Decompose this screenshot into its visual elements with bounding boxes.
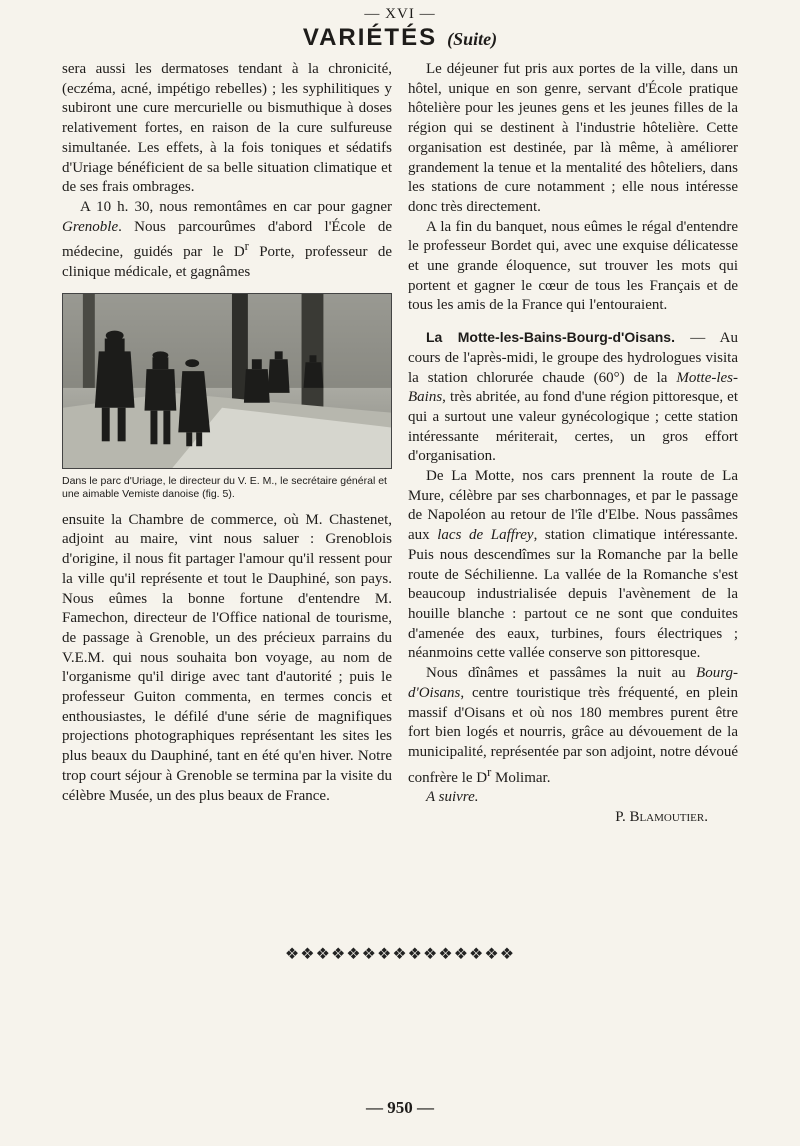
paragraph: Nous dînâmes et passâmes la nuit au Bourg-d'Oisans, centre touristique très fréquenté, en plein massif d'Oisans et où nos 180 membres purent être fort bien logés et nourris, grâce au dévouement de la municipalité, représentée par son adjoint, notre dévoué confrère le $D^r$ Molimar. [408, 665, 738, 786]
author-signature: P. Blamoutier. [615, 809, 708, 826]
paragraph: A la fin du banquet, nous eûmes le régal d'entendre le professeur Bordet qui, avec une exquise délicatesse et une grande éloquence, sut trouver les mots qui portent et gagner le cœur de tous les Français et de tous les amis de la France qui l'entouraient. [408, 218, 738, 314]
decorative-ornament: ❖❖❖❖❖❖❖❖❖❖❖❖❖❖❖ [284, 946, 516, 963]
paragraph: Le déjeuner fut pris aux portes de la ville, dans un hôtel, unique en son genre, servant d'École pratique hôtelière pour les jeunes gens et les jeunes filles de la région qui se destinent à l'industrie hôtelière. Cette organisation est destinée, par là même, à améliorer grandement la tenue et la mentalité des hôteliers, dans les stations de cure notamment ; elle nous intéresse donc très directement. [408, 61, 738, 215]
paragraph: ensuite la Chambre de commerce, où M. Chastenet, adjoint au maire, vint nous saluer : Grenoblois d'origine, il nous fit partager l'amour qu'il ressent pour la ville qu'il représente et tout le Dauphiné, son pays. Nous eûmes la bonne fortune d'entendre M. Famechon, directeur de l'Office national de tourisme, de passage à Grenoble, un des précieux parrains du V.E.M. qui nous souhaita bon voyage, au nom de l'organisme qu'il dirige avec tant d'autorité ; puis le professeur Guiton commenta, en termes concis et enthousiastes, le défilé d'une série de magnifiques projections photographiques représentant les sites les plus beaux du Dauphiné, tant en été qu'en hiver. Notre trop court séjour à Grenoble se termina par la visite du célèbre Musée, un des plus beaux de France. [62, 511, 392, 804]
page-number: — 950 — [366, 1098, 434, 1117]
paragraph: De La Motte, nos cars prennent la route de La Mure, célèbre par ses charbonnages, et par le passage de Napoléon au retour de l'île d'Elbe. Nous passâmes aux lacs de Laffrey, station climatique intéressante. Puis nous descendîmes sur la Romanche par la belle route de Séchilienne. La vallée de la Romanche s'est beaucoup industrialisée depuis l'avènement de la houille blanche : partout ce ne sont que conduites d'amenée des eaux, turbines, fours électriques ; néanmoins cette vallée conserve son pittoresque. [408, 468, 738, 662]
figure-caption: Dans le parc d'Uriage, le directeur du V. E. M., le secrétaire général et une aimable Vemiste danoise (fig. 5). [62, 474, 387, 500]
place-name: Bourg-d'Oisans [408, 665, 738, 701]
paragraph: A 10 h. 30, nous remontâmes en car pour gagner Grenoble. Nous parcourûmes d'abord l'École de médecine, guidés par le $D^r$ Porte, professeur de clinique médicale, et gagnâmes [62, 198, 392, 281]
place-name: Motte-les-Bains [408, 369, 738, 406]
figure-photo [62, 293, 392, 469]
right-column [408, 60, 738, 828]
section-title [0, 24, 800, 52]
to-be-continued: A suivre. [426, 789, 479, 806]
park-photo-illustration [63, 294, 391, 468]
page-numeral-roman: — XVI — [364, 6, 436, 22]
left-column [62, 60, 392, 806]
place-name: Grenoble [62, 218, 119, 235]
paragraph: La Motte-les-Bains-Bourg-d'Oisans. — Au cours de l'après-midi, le groupe des hydrologues visita la station chlorurée chaude (60°) de la Motte-les-Bains, très abritée, au fond d'une région pittoresque, et qui a surtout une valeur gynécologique ; cette station intéressante mériterait, certes, un gros effort d'organisation. [408, 329, 738, 465]
section-title-suffix: (Suite) [447, 29, 498, 49]
place-name: lacs de Laffrey [437, 527, 534, 544]
subheading: La Motte-les-Bains-Bourg-d'Oisans. [426, 329, 675, 346]
section-title-main: VARIÉTÉS [302, 24, 438, 51]
paragraph: sera aussi les dermatoses tendant à la chronicité, (eczéma, acné, impétigo rebelles) ; les syphilitiques y subiront une cure mercurielle ou bismuthique à doses relativement fortes, en raison de la cure sulfureuse simultanée. Les effets, à la fois toniques et sédatifs d'Uriage bénéficient de sa belle situation climatique et de ses frais ombrages. [62, 61, 392, 196]
